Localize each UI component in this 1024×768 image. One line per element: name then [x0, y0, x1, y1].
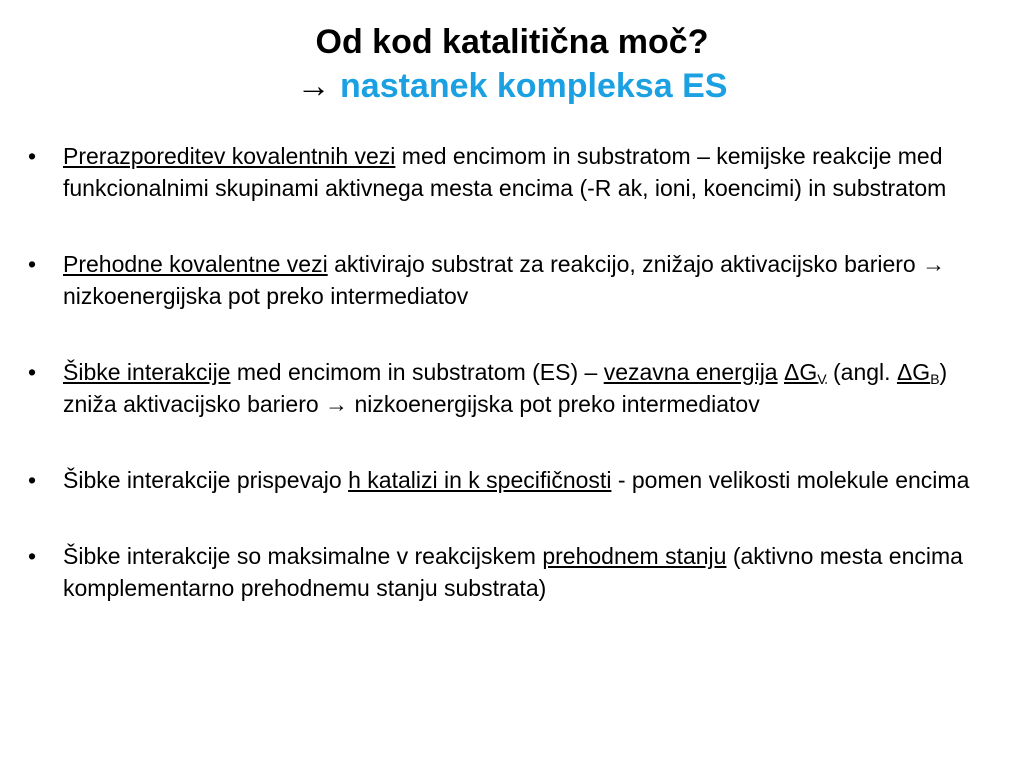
bullet-3-underlined-1: Šibke interakcije — [63, 359, 231, 385]
bullet-list — [28, 140, 998, 648]
delta-g-b — [897, 359, 940, 385]
bullet-item-3 — [28, 356, 998, 420]
title-line-1: Od kod katalitična moč? — [315, 23, 709, 61]
bullet-5-text-1: Šibke interakcije so maksimalne v reakcijskem — [63, 543, 543, 569]
bullet-1-text: med encimom in substratom – kemijske reakcije med funkcionalnimi skupinami aktivnega mesta encima (-R ak, ioni, koencimi) in substratom — [63, 143, 947, 201]
bullet-3-text-3: (angl. — [826, 359, 897, 385]
bullet-5-underlined: prehodnem stanju — [542, 543, 727, 569]
bullet-2-underlined: Prehodne kovalentne vezi — [63, 251, 328, 277]
bullet-3-text-4: ) zniža aktivacijsko bariero → nizkoenergijska pot preko intermediatov — [63, 359, 948, 417]
bullet-4-text-1: Šibke interakcije prispevajo — [63, 467, 349, 493]
delta-g-v — [784, 359, 827, 385]
bullet-4-underlined: h katalizi in k specifičnosti — [348, 467, 612, 493]
bullet-item-1 — [28, 140, 998, 204]
title-line-2 — [0, 64, 1024, 108]
bullet-item-5 — [28, 540, 998, 604]
delta-g-b-symbol: ΔG — [896, 359, 931, 385]
bullet-5-text-2: (aktivno mesta encima komplementarno prehodnemu stanju substrata) — [63, 543, 963, 601]
bullet-item-4 — [28, 464, 998, 496]
delta-g-v-symbol: ΔG — [784, 359, 818, 385]
bullet-1-underlined: Prerazporeditev kovalentnih vezi — [63, 143, 396, 169]
bullet-4-text-2: - pomen velikosti molekule encima — [611, 467, 970, 493]
title-arrow: → — [296, 67, 331, 105]
bullet-3-underlined-2: vezavna energija — [603, 359, 778, 385]
bullet-item-2 — [28, 248, 998, 312]
delta-g-v-subscript: V — [817, 371, 827, 387]
title-subtitle-text: nastanek kompleksa ES — [340, 67, 728, 105]
bullet-3-text-1: med encimom in substratom (ES) – — [230, 359, 604, 385]
bullet-2-text: aktivirajo substrat za reakcijo, znižajo aktivacijsko bariero → nizkoenergijska pot preko intermediatov — [63, 251, 946, 309]
delta-g-b-subscript: B — [930, 371, 940, 387]
slide-title — [0, 20, 1024, 108]
